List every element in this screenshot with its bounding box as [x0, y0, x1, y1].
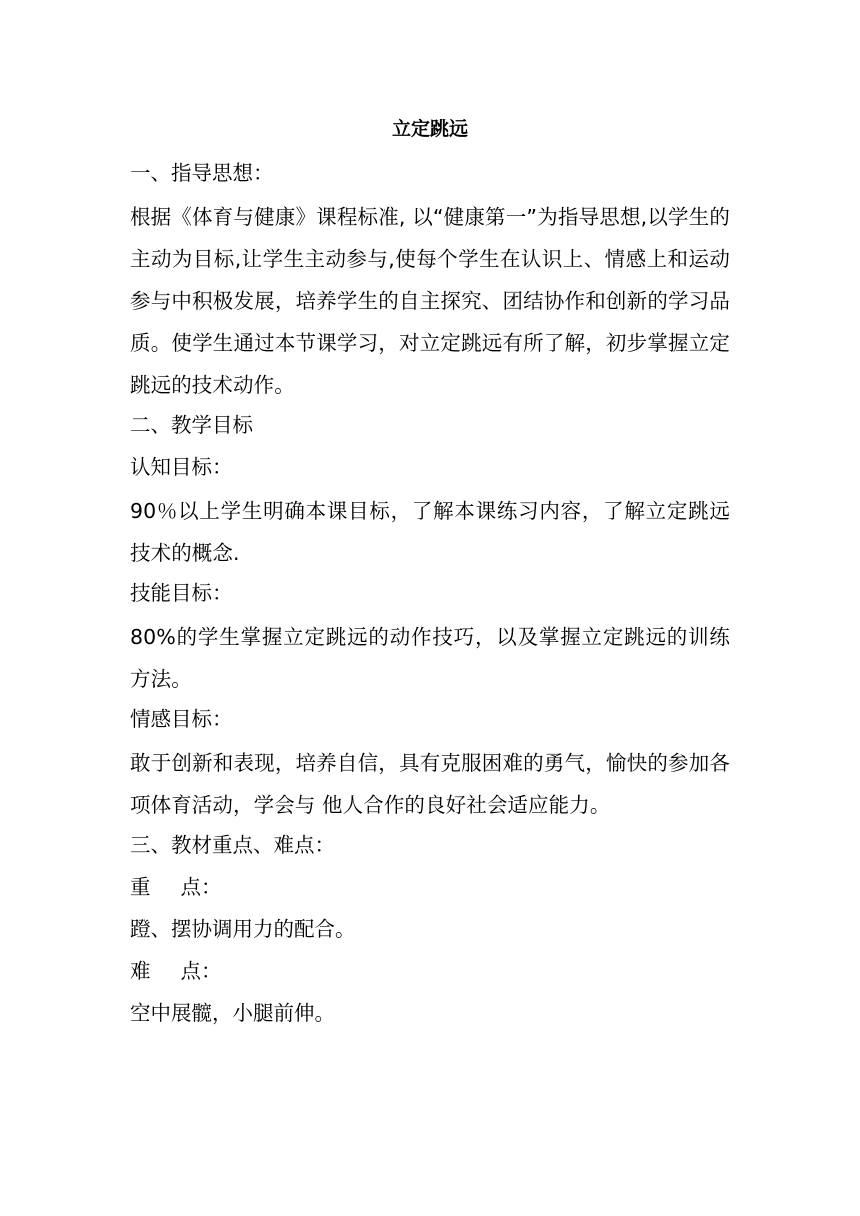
key-point-body: 蹬、摆协调用力的配合。: [130, 917, 356, 941]
section-heading-key-and-difficult-points: 三、教材重点、难点：: [130, 833, 335, 857]
difficult-point-label: [130, 952, 730, 994]
guiding-ideology-paragraph: 根据《体育与健康》课程标准, 以“健康第一”为指导思想,以学生的主动为目标,让学生主动参与,使每个学生在认识上、情感上和运动参与中积极发展，培养学生的自主探究、团结协作和创新的学习品质。使学生通过本节课学习，对立定跳远有所了解，初步掌握立定跳远的技术动作。: [130, 205, 730, 397]
difficult-point-body: 空中展髋，小腿前伸。: [130, 1001, 335, 1025]
emotional-objective-label: 情感目标：: [130, 707, 233, 731]
cognitive-objective-paragraph: 90％以上学生明确本课目标，了解本课练习内容，了解立定跳远技术的概念.: [130, 499, 730, 565]
section-heading-guiding-ideology: 一、指导思想：: [130, 161, 274, 185]
difficult-point-label-char: 难: [130, 959, 151, 983]
difficult-point-label-suffix: 点：: [180, 959, 222, 983]
key-point-label-suffix: 点：: [180, 875, 222, 899]
cognitive-objective-label: 认知目标：: [130, 455, 233, 479]
skill-objective-paragraph: 80%的学生掌握立定跳远的动作技巧，以及掌握立定跳远的训练方法。: [130, 625, 730, 691]
key-point-label-char: 重: [130, 875, 151, 899]
document-title: 立定跳远: [391, 118, 468, 140]
section-heading-teaching-objectives: 二、教学目标: [130, 413, 253, 437]
emotional-objective-paragraph: 敢于创新和表现，培养自信，具有克服困难的勇气，愉快的参加各项体育活动，学会与 他人合作的良好社会适应能力。: [130, 751, 730, 817]
document-body: [130, 110, 730, 1036]
skill-objective-label: 技能目标：: [130, 581, 233, 605]
key-point-label: [130, 868, 730, 910]
